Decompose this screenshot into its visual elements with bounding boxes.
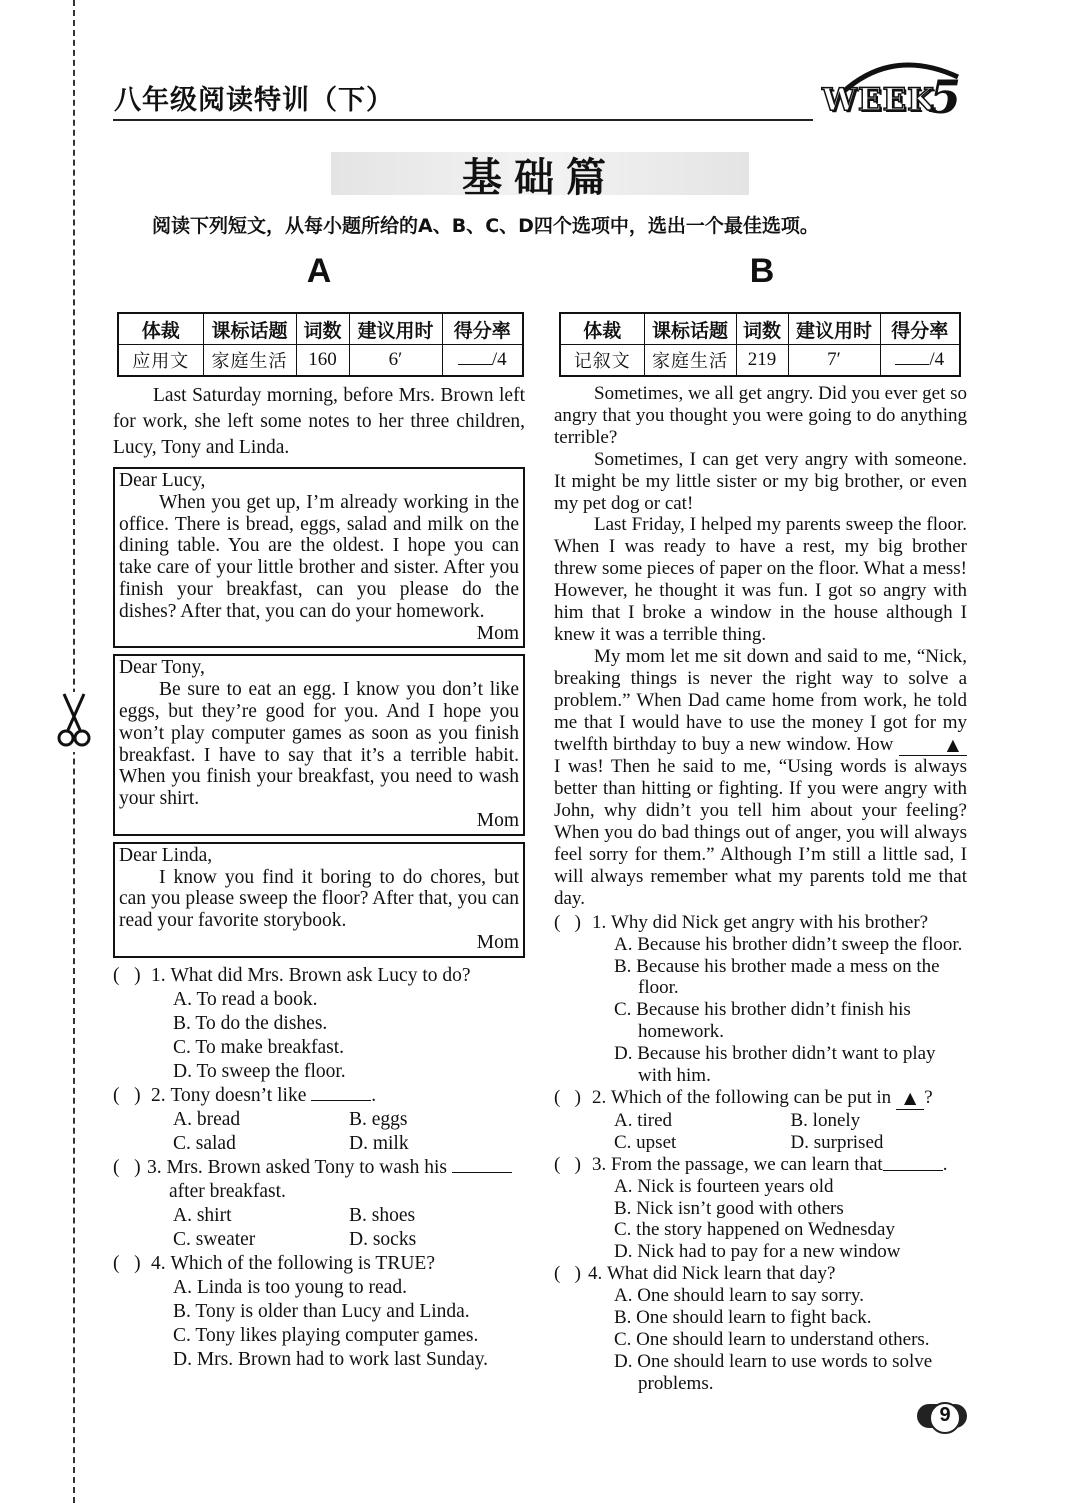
question-text: Mrs. Brown asked Tony to wash his <box>166 1156 447 1178</box>
option: C. Tony likes playing computer games. <box>173 1324 479 1346</box>
option: B. lonely <box>790 1109 861 1131</box>
triangle-blank: ▲ <box>899 734 967 757</box>
question-text: Why did Nick get angry with his brother? <box>611 911 929 933</box>
option: B. Tony is older than Lucy and Linda. <box>173 1300 470 1322</box>
answer-slot[interactable]: ( ) <box>113 1156 141 1178</box>
genre-cell: 应用文 <box>118 345 203 377</box>
option: A. One should learn to say sorry. <box>614 1285 864 1307</box>
page-number: 9 <box>939 1404 951 1426</box>
passage-b-letter: B <box>749 252 775 290</box>
word-count-cell: 219 <box>736 345 788 377</box>
answer-blank <box>311 1084 371 1101</box>
passage-b-column <box>554 383 967 1395</box>
option: C. sweater <box>173 1228 256 1250</box>
option: D. Nick had to pay for a new window <box>614 1241 901 1263</box>
option: A. Linda is too young to read. <box>173 1276 407 1298</box>
question-a1: ( ) 1. What did Mrs. Brown ask Lucy to do? A. To read a book. B. To do the dishes. C. To make breakfast. D. To sweep the floor. <box>113 964 525 1084</box>
book-title: 八年级阅读特训（下） <box>114 85 394 116</box>
answer-slot[interactable]: ( ) <box>113 964 141 986</box>
paragraph: My mom let me sit down and said to me, “Nick, breaking things is never the right way to solve a problem.” When Dad came home from work, he told me that I would have to use the money I got for my twelfth birthday to buy a new window. How ▲ I was! Then he said to me, “Using words is always better than hitting or fighting. If you were angry with John, why didn’t you tell him about your feeling? When you do bad things out of anger, you will always feel sorry for them.” Although I’m still a little sad, I will always remember what my parents told me that day. <box>554 645 967 909</box>
option: A. bread <box>173 1108 241 1130</box>
option: C. Because his brother didn’t finish his homework. <box>614 999 911 1043</box>
question-text: Tony doesn’t like <box>170 1084 307 1106</box>
note-signature: Mom <box>476 622 519 644</box>
note-salutation: Dear Tony, <box>119 657 205 679</box>
question-continuation: after breakfast. <box>169 1180 286 1202</box>
genre-cell: 记叙文 <box>560 345 644 377</box>
table-header: 课标话题 <box>203 313 296 345</box>
table-header: 词数 <box>736 313 788 345</box>
question-text: Which of the following can be put in <box>611 1087 892 1108</box>
question-a3: ( ) 3. Mrs. Brown asked Tony to wash his after breakfast. A. shirt B. shoes C. sweater D. socks <box>113 1156 525 1252</box>
question-b4: ( ) 4. What did Nick learn that day? A. One should learn to say sorry. B. One should learn to fight back. C. One should learn to understand others. D. One should learn to use words to solve problems. <box>554 1263 967 1394</box>
question-text: From the passage, we can learn that <box>611 1153 883 1175</box>
answer-blank <box>452 1156 512 1173</box>
option: A. shirt <box>173 1204 232 1226</box>
option: D. Because his brother didn’t want to play with him. <box>614 1043 936 1087</box>
topic-cell: 家庭生活 <box>644 345 736 377</box>
question-text: What did Nick learn that day? <box>607 1263 836 1285</box>
question-b2: ( ) 2. Which of the following can be put in ▲ ? A. tired B. lonely C. upset D. surprised <box>554 1087 967 1154</box>
note-linda <box>113 842 525 958</box>
option: B. Nick isn’t good with others <box>614 1197 844 1219</box>
answer-slot[interactable]: ( ) <box>113 1252 141 1274</box>
passage-a-column <box>113 383 525 1372</box>
answer-slot[interactable]: ( ) <box>554 911 581 933</box>
score-cell: /4 <box>880 345 960 377</box>
note-signature: Mom <box>476 931 519 953</box>
section-title: 基础篇 <box>462 155 618 201</box>
option: C. the story happened on Wednesday <box>614 1219 895 1241</box>
answer-slot[interactable]: ( ) <box>113 1084 141 1106</box>
question-text: What did Mrs. Brown ask Lucy to do? <box>170 964 471 986</box>
table-header: 建议用时 <box>349 313 442 345</box>
passage-a-info-table <box>117 312 524 377</box>
time-cell: 6′ <box>349 345 442 377</box>
table-header: 词数 <box>296 313 349 345</box>
topic-cell: 家庭生活 <box>203 345 296 377</box>
table-header: 体裁 <box>560 313 644 345</box>
option: B. shoes <box>349 1204 416 1226</box>
option: D. One should learn to use words to solve problems. <box>614 1350 933 1394</box>
passage-b-info-table <box>559 312 961 377</box>
answer-blank <box>883 1154 943 1171</box>
paragraph: Sometimes, I can get very angry with someone. It might be my little sister or my big brother, or even my pet dog or cat! <box>554 448 967 514</box>
time-cell: 7′ <box>788 345 880 377</box>
option: A. Nick is fourteen years old <box>614 1175 834 1197</box>
passage-a-intro: Last Saturday morning, before Mrs. Brown left for work, she left some notes to her three children, Lucy, Tony and Linda. <box>113 385 525 458</box>
table-header: 课标话题 <box>644 313 736 345</box>
option: D. Mrs. Brown had to work last Sunday. <box>173 1348 489 1370</box>
word-count-cell: 160 <box>296 345 349 377</box>
question-a4: ( ) 4. Which of the following is TRUE? A. Linda is too young to read. B. Tony is older than Lucy and Linda. C. Tony likes playing computer games. D. Mrs. Brown had to work last Sunday. <box>113 1252 525 1372</box>
option: A. Because his brother didn’t sweep the floor. <box>614 933 963 955</box>
instructions: 阅读下列短文，从每小题所给的A、B、C、D四个选项中，选出一个最佳选项。 <box>152 215 819 237</box>
score-cell: /4 <box>442 345 523 377</box>
option: A. To read a book. <box>173 988 318 1010</box>
option: C. To make breakfast. <box>173 1036 345 1058</box>
paragraph: Sometimes, we all get angry. Did you ever get so angry that you thought you were going to do anything terrible? <box>554 383 967 448</box>
week-label: WEEK <box>822 82 936 118</box>
option: A. tired <box>614 1109 673 1131</box>
note-tony <box>113 654 525 835</box>
table-header: 得分率 <box>442 313 523 345</box>
note-lucy <box>113 467 525 648</box>
passage-a-letter: A <box>306 252 332 290</box>
note-salutation: Dear Linda, <box>119 844 213 866</box>
question-a2: ( ) 2. Tony doesn’t like . A. bread B. eggs C. salad D. milk <box>113 1084 525 1156</box>
table-header: 得分率 <box>880 313 960 345</box>
option: D. milk <box>349 1132 409 1154</box>
answer-slot[interactable]: ( ) <box>554 1087 581 1108</box>
option: D. surprised <box>790 1131 884 1153</box>
option: B. Because his brother made a mess on the floor. <box>614 955 940 999</box>
table-header: 建议用时 <box>788 313 880 345</box>
note-body: Be sure to eat an egg. I know you don’t like eggs, but they’re good for you. And I hope you won’t play computer games as soon as you finish breakfast. I have to say that it’s a terrible habit. When you finish your breakfast, you need to wash your shirt. <box>119 679 519 810</box>
paragraph: Last Friday, I helped my parents sweep the floor. When I was ready to have a rest, my big brother threw some pieces of paper on the floor. What a mess! However, he thought it was fun. I got so angry with him that I broke a window in the house although I knew it was a terrible thing. <box>554 514 967 645</box>
question-b3: ( ) 3. From the passage, we can learn that . A. Nick is fourteen years old B. Nick isn’t good with others C. the story happened on Wednesday D. Nick had to pay for a new window <box>554 1154 967 1264</box>
option: C. upset <box>614 1131 677 1153</box>
header-rule <box>113 119 813 121</box>
note-salutation: Dear Lucy, <box>119 470 206 491</box>
option: D. socks <box>349 1228 417 1250</box>
week-number: 5 <box>929 70 962 124</box>
option: C. One should learn to understand others. <box>614 1328 930 1350</box>
note-body: I know you find it boring to do chores, but can you please sweep the floor? After that, you can read your favorite storybook. <box>119 866 519 932</box>
option: B. One should learn to fight back. <box>614 1307 872 1329</box>
note-body: When you get up, I’m already working in the office. There is bread, eggs, salad and milk on the dining table. You are the oldest. I hope you can take care of your little brother and sister. After you finish your breakfast, can you please do the dishes? After that, you can do your homework. <box>119 491 519 622</box>
table-header: 体裁 <box>118 313 203 345</box>
scissors-icon <box>56 692 92 752</box>
answer-slot[interactable]: ( ) <box>554 1263 581 1285</box>
option: C. salad <box>173 1132 236 1154</box>
option: D. To sweep the floor. <box>173 1060 346 1082</box>
note-signature: Mom <box>476 809 519 831</box>
option: B. To do the dishes. <box>173 1012 328 1034</box>
triangle-blank: ▲ <box>896 1087 924 1110</box>
option: B. eggs <box>349 1108 408 1130</box>
question-b1: ( ) 1. Why did Nick get angry with his brother? A. Because his brother didn’t sweep the floor. B. Because his brother made a mess on the floor. C. Because his brother didn’t finish his homework. D. Because his brother didn’t want to play with him. <box>554 912 967 1087</box>
question-text: Which of the following is TRUE? <box>170 1252 435 1274</box>
answer-slot[interactable]: ( ) <box>554 1153 581 1175</box>
